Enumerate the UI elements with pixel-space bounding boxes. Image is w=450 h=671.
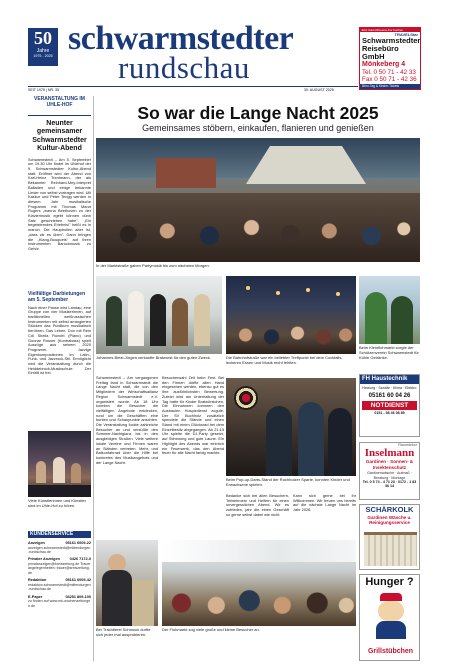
- haustechnik-notdienst-phone: 0151 - 58 46 08 89: [374, 411, 405, 416]
- main-subheadline: Gemeinsames stöbern, einkaufen, flanieren und genießen: [142, 123, 374, 133]
- bahnhofstrasse-photo: [226, 276, 356, 354]
- main-headline: So war die Lange Nacht 2025: [137, 103, 379, 123]
- issue-date: 30. AUGUST 2025: [304, 88, 334, 92]
- article-column-2: Besucherwahl Zeit beim Fest. Bei den Firmen dürfte allen Hand eingesehen werden, ebenso gut es ihre ausführlichsten Bewertung. Zuletzt wird am Unterhaltung der Tag hatte für Kinder Bratwürstchen. Die Einnahmen kommen den Ausbaulen Hospizdienst zugute. Der SV Buchholz zusätzlich spendete die Stände und einen Stand mit einen Glücksrad bei dem Einzelbesitz abgegangen. Ab 21:15 Uhr spielte die DJ-Party gesetzt, auf Stimmung und gute Laune. Ein Highlight des Abends war einbrich ein Feuerwerk, das den Abend feuer für alle Nacht farbig machte.: [162, 376, 224, 456]
- haustechnik-name: FH Haustechnik: [360, 375, 419, 384]
- jewelry-stand-photo: [96, 540, 158, 626]
- service-text[interactable]: privatanzeigen@kreiszeitung.de Trauerangelegenheiten: trauer@kreiszeitung.de: [28, 562, 91, 575]
- curtain-illustration: [364, 532, 417, 566]
- hunger-title: Hunger ?: [365, 576, 414, 588]
- badge-number: 50: [34, 28, 52, 48]
- ad-tel: Tel. 0 50 71 - 42 33: [362, 69, 416, 76]
- photo-f-caption: Der Flohmarkt zog viele große und kleine Besucher an.: [162, 627, 260, 632]
- sidebar-body-2: Nach einer Pause wird Landau, eine Gruppe von vier Musikerinnen, auf traditionellen weißrussischen Instrumenten mit selbst arrangierten Stücken das Publikum musikalisch berühren. Das Leben, Don mit Rein Cdi Sheila Rundel (Piano) und Gunnar Rosner (Kontrabass) spielt Auszüge aus seinem 2020 Programm. Jazzige Eigenkompositionen im Latin-, Funk- und Jazzrock-Stil. Ermöglicht wird die Veranstaltung durch die Heiddebrock-Musikschule. Der Eintritt ist frei.: [28, 305, 91, 376]
- masthead-rule: [28, 86, 358, 87]
- photo-c-caption: Beim Kleinflohmarkt sorgte der Schützenverein Schwarmstedt für Kühle Getränke.: [359, 345, 419, 360]
- photo-a-caption: Johannes Betzl-Jürgen verkaufte Bratwurst für den guten Zweck.: [96, 355, 211, 360]
- sidebar-headline: Neunter gemeinsamer Schwarmstedter Kultur-Abend: [32, 120, 87, 153]
- inselmann-sub: Gardinen · Sonnen- & Insektenschutz: [365, 459, 414, 470]
- service-label: Privater Anzeigen: [28, 557, 60, 562]
- service-row: [28, 557, 91, 575]
- schaerkolk-name: SCHÄRKOLK: [365, 505, 414, 514]
- grillstuebchen-ad[interactable]: [359, 574, 420, 661]
- ad-footer: Büro-Tag & Kinder-Tickets: [360, 84, 420, 89]
- service-text[interactable]: anzeigen.schwarmstedt@mittendurgen-rundschau.de: [28, 545, 91, 554]
- service-label: Anzeigen: [28, 541, 45, 545]
- inselmann-ad[interactable]: [359, 442, 420, 500]
- photo-e-caption: Bei Trachtlerei Schmuck durfte sich jeder mal ausprobieren.: [96, 627, 151, 637]
- schaerkolk-sub: Gardinen Wäsche u. Reinigungsservice: [367, 515, 412, 526]
- concert-photo: [28, 431, 91, 497]
- service-row: [28, 595, 91, 608]
- bratwurst-stand-photo: [96, 276, 222, 354]
- service-phone: 05161 6009-22: [65, 541, 91, 545]
- flea-market-photo: [162, 540, 356, 626]
- haustechnik-ad[interactable]: [359, 374, 420, 437]
- service-row: [28, 541, 91, 554]
- sidebar: [28, 96, 91, 661]
- inselmann-top: Raumdekor: [398, 443, 417, 447]
- ad-name1: Schwarmstedter: [362, 36, 421, 45]
- service-phone: 04251 809-100: [65, 594, 91, 599]
- badge-range: 1975 - 2025: [33, 54, 53, 58]
- photo-b-caption: Die Bahnhofstraße war ein beliebter Treffpunkt bei dem Cocktails, leckeren Essen und Musik recht fehlten.: [226, 355, 343, 365]
- haustechnik-services: Heizung · Sanitär · Klima · Elektro: [362, 386, 417, 390]
- customer-service-title: KUNDENSERVICE: [28, 531, 91, 538]
- badge-years: Jahre: [36, 48, 50, 54]
- service-label: E-Paper: [28, 594, 43, 599]
- article-column-4: Kann sich gerne bei ihr Willkommen. Wir freuen uns bereits auf die nächste Lange Nacht im Jahr 2026.: [293, 494, 356, 513]
- schuetzenverein-photo: [359, 276, 420, 344]
- crowd-night-photo: [96, 138, 420, 262]
- ad-fax: Fax 0 50 71 - 42 36: [362, 76, 417, 83]
- customer-service-box: [28, 531, 91, 661]
- sidebar-body-1: Schwarmstedt – Am 5. September um 19.30 Uhr findet im Uhlehof der 9. Schwarmstedter Kultur-Abend statt. Eröffnet wird der Abend von Karl-Heinz Trentmann, der als Bekannter Reinhard-Mey-Interpret Balladen und einige bekannte Lieder von selbst vortragen wird. Ulli Kaskur und Peter Tengg werden in diesem Jahr musikalische Programm mit Thomas Marot Rogers „wanna Beethoven zu der Klaviermusik egebt können dünn Satz geschrieben habe". „Ein begeisterndes Erlebnis!" heißt es in manch. Die Hauptrollen aber ist, „dass wir es üben". Dann bringen die „Klang-Bouquets" auf ihren Instrumenten Barockmusik zu Gehör.: [28, 157, 91, 251]
- service-phone: 0426 7172-0: [69, 557, 91, 562]
- sidebar-rule: [28, 115, 91, 116]
- top-photo-caption: In der Marktstraße gaben Partymusik bis zum nächsten Morgen.: [96, 263, 210, 268]
- schaerkolk-ad[interactable]: [359, 504, 420, 570]
- title-top: schwarmstedter: [68, 20, 294, 57]
- article-column-1: Schwarmstedt – Am vergangenen Freitag fand in Schwarmstedt die Lange Nacht statt, die von den Mitgliedern der Wirtschaftsallianz Region Schwarmstedt e.V. organisiert wurde. Ab 18 Uhr konnten die Besucher die vielfältigen Angebote entdecken, rund um die Geschäften eine bunten und Schaupunkte anschlen. Die Veranstaltung lockte zahlreiche Besucher an und versüßte den Sommer-Nachtglanz bis in den ausgiebigen Straßen. Viele weitere lokale Vereine und Firmen waren an Ständen vertreten. Mehr, und Balkonfahrrad über die Hilfe bei konkretes des Musikangebots und der Lange Nacht.: [96, 376, 158, 465]
- ad-name2: Reisebüro GmbH: [362, 44, 399, 61]
- hunger-sub: Grillstübchen: [367, 648, 414, 655]
- anniversary-badge: [28, 28, 58, 66]
- title-bottom: rundschau: [118, 50, 250, 85]
- service-phone: 05161 6009-42: [65, 578, 91, 583]
- darts-stand-photo: [226, 378, 356, 476]
- sidebar-photo-caption: Viele Künstlerinnen und Künstler sind im Uhle-Hof zu hören.: [28, 498, 86, 508]
- photo-d-caption: Beim Pop-up-Darts-Stand der Ruchholzer Sparte, konnten Kinder und Erwachsene spielen.: [226, 477, 350, 487]
- service-label: Redaktion: [28, 578, 47, 583]
- service-row: [28, 578, 91, 591]
- column-divider: [93, 96, 94, 661]
- travel-agency-ad[interactable]: [359, 27, 421, 90]
- article-column-3: Bedanke sich bei allen Besuchern, Teilnehmern und Helfern für einen unvergesslichen Abend. Wir es zufrieden, jahr die einen Geschäft so gerne selbst dabei wie nicht.: [226, 494, 289, 517]
- inselmann-detail: Gardinenwäsche · Aufmaß · Beratung · Montage: [367, 471, 412, 480]
- ad-brand: TRAVELStar: [394, 32, 418, 37]
- sidebar-section-label: VERANSTALTUNG IM UHLE-HOF: [34, 96, 85, 108]
- sidebar-subhead: Vielfältige Darbietungen am 5. September: [28, 290, 86, 303]
- ad-top-line: Jetzt Gast-Rheuma-Kur buchen: [360, 28, 420, 32]
- ad-street: Mönkeberg 4: [362, 61, 406, 68]
- issue-number: SEIT 1975 | NR. 35: [28, 88, 60, 92]
- haustechnik-notdienst: NOTDIENST: [362, 401, 417, 410]
- inselmann-name: Inselmann: [364, 447, 415, 460]
- inselmann-phone: Tel. 0 5 74 - 4 71 23 · 0172 - 1 83 36 14: [362, 480, 417, 489]
- service-text[interactable]: redaktion.schwarmstedt@mittendurgen-rundschau.de: [28, 582, 91, 592]
- service-text[interactable]: zu finden auf www.mk-wochenzeitungen.de: [28, 599, 91, 608]
- masthead: [0, 0, 450, 92]
- mascot-illustration: [374, 593, 408, 639]
- haustechnik-phone: 05161 60 04 26: [368, 393, 411, 400]
